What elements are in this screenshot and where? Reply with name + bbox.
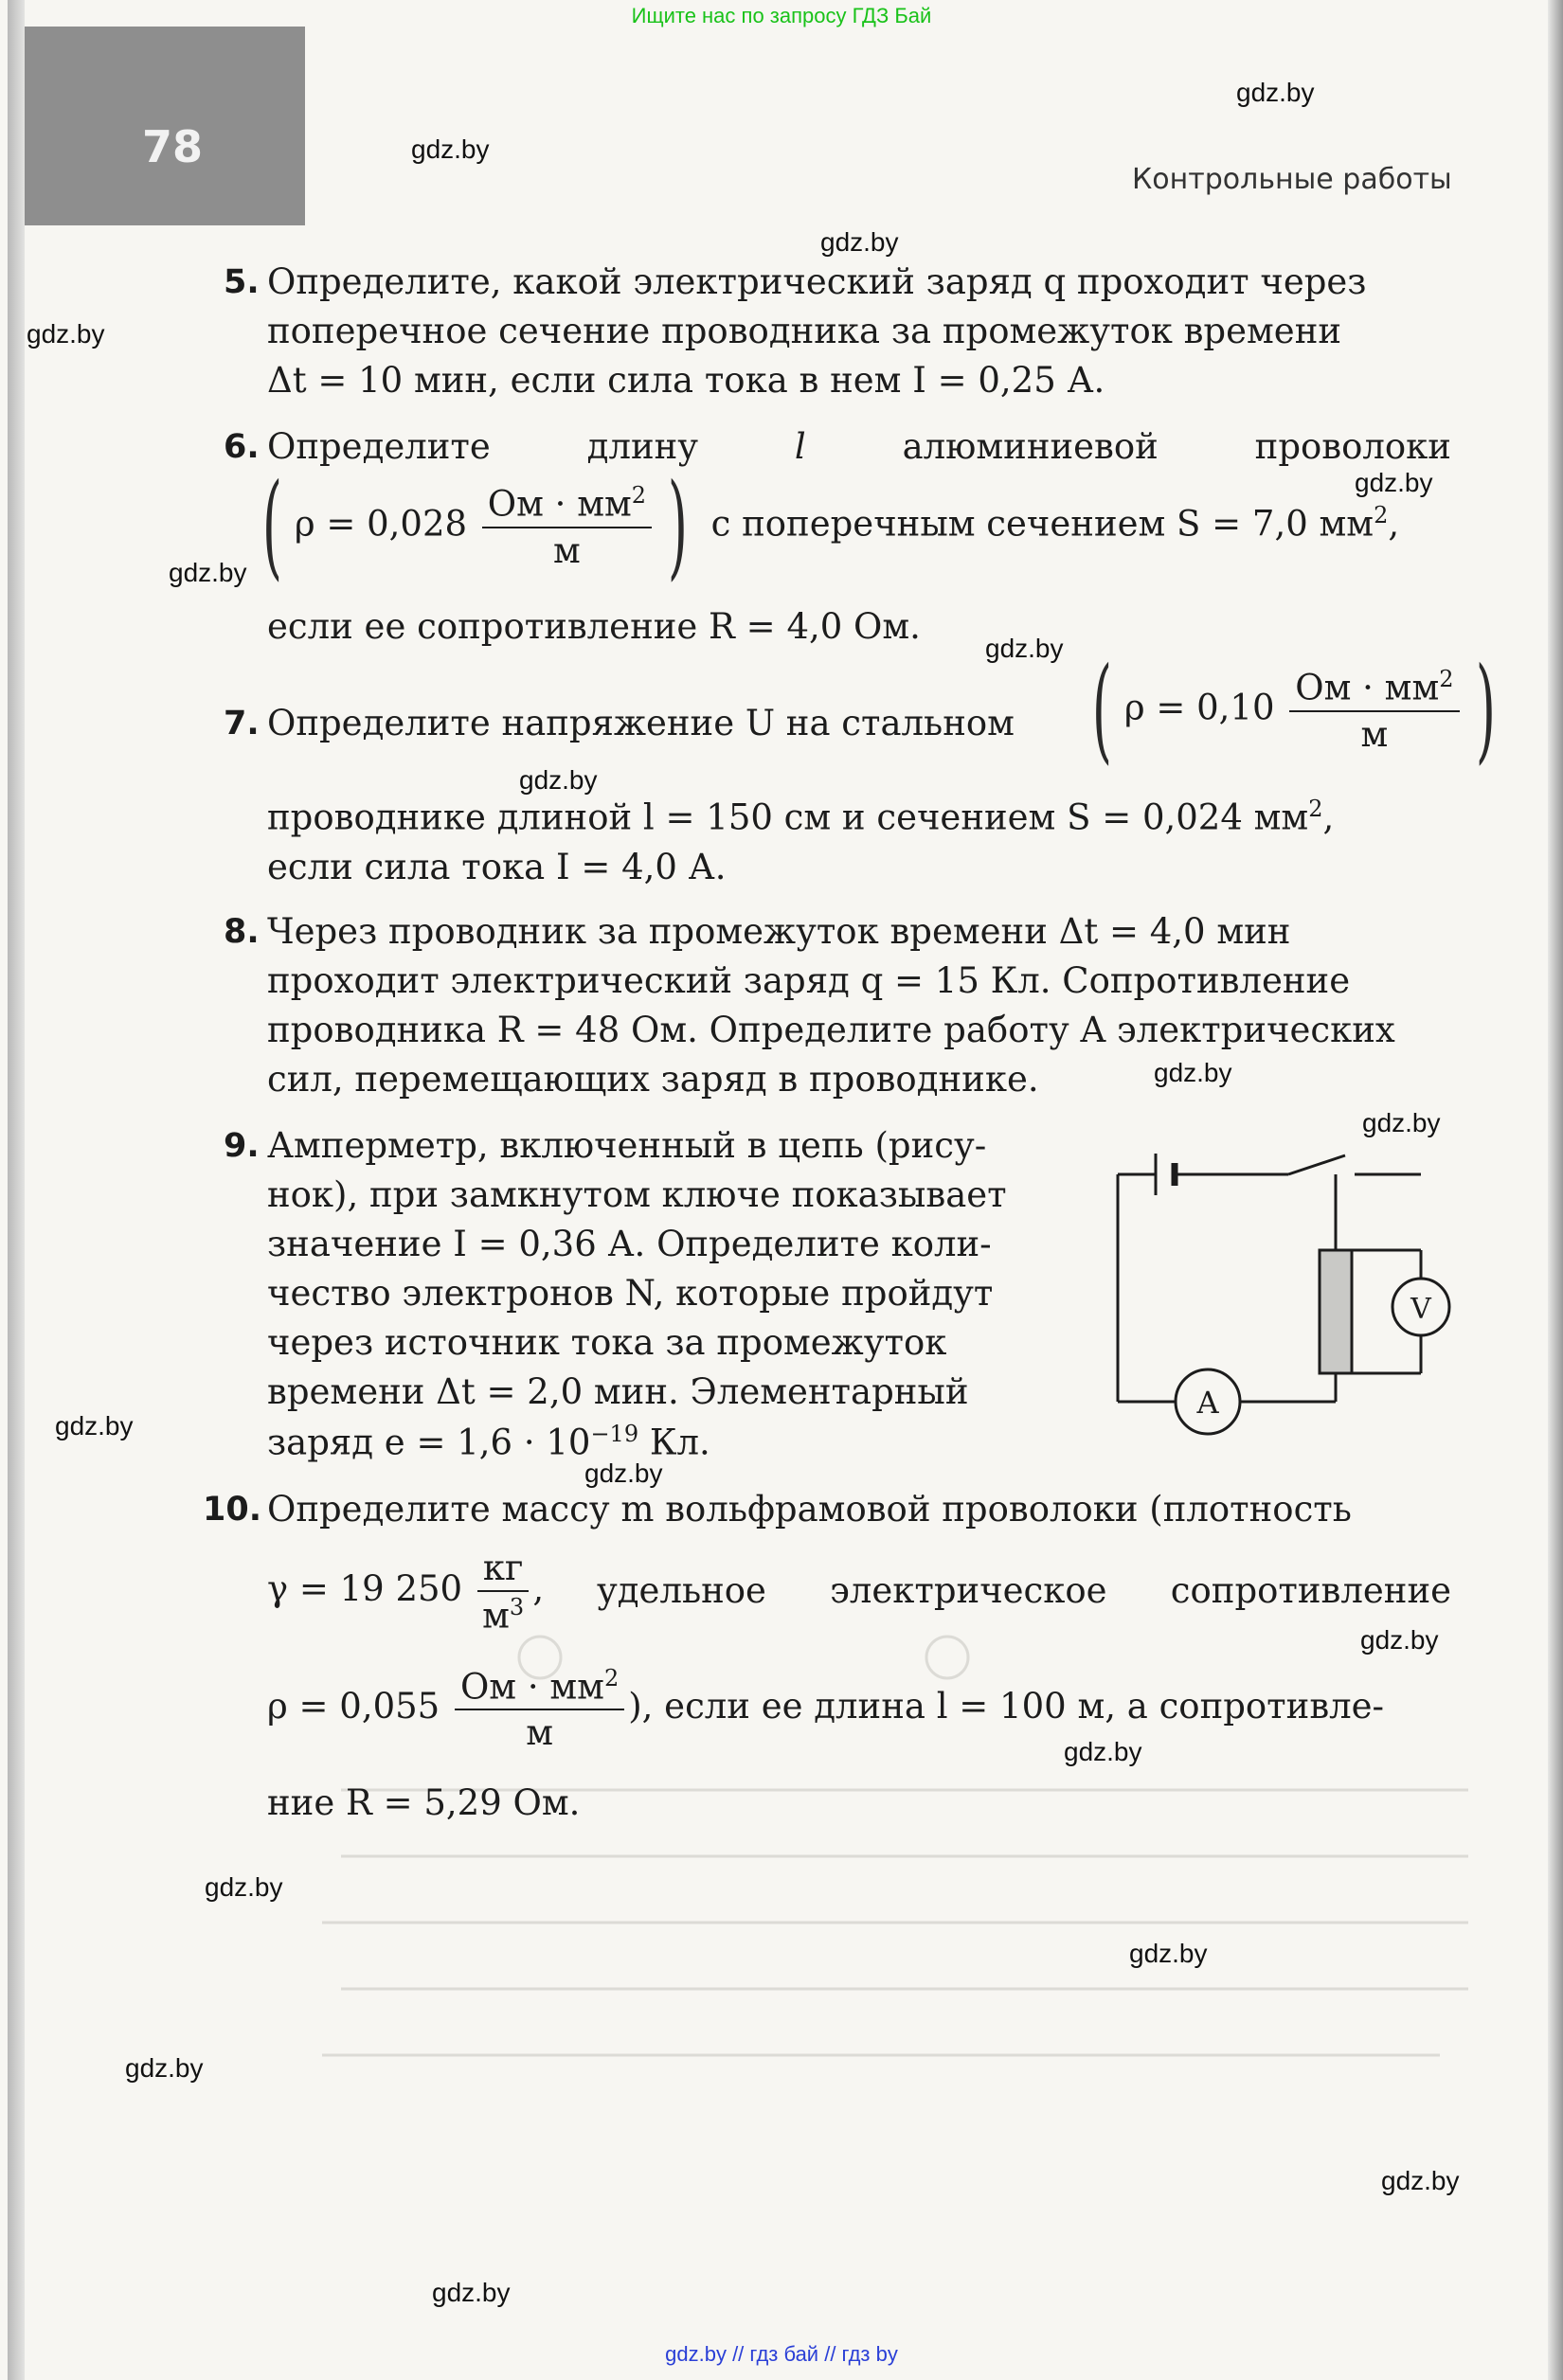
problem-number: 8. <box>224 913 260 951</box>
word: алюминиевой <box>902 426 1159 467</box>
word: l <box>794 426 806 467</box>
punctuation: , <box>1322 796 1335 838</box>
units-fraction <box>1289 666 1459 754</box>
problem-text-line: Через проводник за промежуток времени Δt = 4,0 мин <box>267 911 1291 952</box>
problem-text-line: Δt = 10 мин, если сила тока в нем I = 0,25 А. <box>267 360 1105 401</box>
problem-text: проводнике длиной l = 150 см и сечением S = 0,024 мм <box>267 796 1309 838</box>
units-text: Ом · мм <box>487 483 632 525</box>
superscript: 2 <box>1374 502 1389 529</box>
rho-value: ρ = 0,028 <box>294 503 468 545</box>
watermark: gdz.by <box>432 2278 511 2307</box>
problem-text: заряд e = 1,6 · 10 <box>267 1422 591 1463</box>
problem-text-line: проходит электрический заряд q = 15 Кл. Сопротивление <box>267 960 1351 1001</box>
problem-text-line: поперечное сечение проводника за промежуток времени <box>267 311 1342 351</box>
watermark: gdz.by <box>1362 1108 1441 1137</box>
superscript: 2 <box>1439 666 1454 693</box>
punctuation: , <box>1388 503 1400 545</box>
formula-line <box>267 1665 1384 1753</box>
watermark: gdz.by <box>1360 1625 1439 1655</box>
open-paren: ( <box>261 460 282 592</box>
problem-text-line: значение I = 0,36 А. Определите коли- <box>267 1224 992 1264</box>
fraction-denominator: м <box>526 1712 553 1754</box>
resistor-symbol <box>1320 1250 1352 1373</box>
problem-number: 7. <box>224 705 260 743</box>
close-paren: ) <box>667 460 688 592</box>
watermark: gdz.by <box>820 227 899 257</box>
problem-text-line <box>267 796 1334 837</box>
problem-text: с поперечным сечением S = 7,0 мм <box>710 503 1374 545</box>
problem-number: 9. <box>224 1127 260 1165</box>
section-title: Контрольные работы <box>1132 163 1452 196</box>
problem-text-line: Определите, какой электрический заряд q проходит через <box>267 261 1367 302</box>
battery-symbol <box>1156 1154 1175 1195</box>
page-number: 78 <box>142 121 204 172</box>
watermark: gdz.by <box>205 1872 283 1902</box>
superscript: 2 <box>603 1665 620 1691</box>
circuit-diagram <box>1099 1136 1478 1440</box>
watermark: gdz.by <box>1236 78 1315 107</box>
watermark: gdz.by <box>125 2053 204 2083</box>
problem-text-line <box>267 1421 710 1462</box>
page-left-edge <box>8 0 25 2380</box>
formula-line: γ = 19 250 $\frac{кг}{м^3}$ , <box>267 1548 545 1637</box>
page-right-edge <box>1548 0 1563 2380</box>
problem-text-line: Определите напряжение U на стальном <box>267 703 1015 743</box>
open-paren: ( <box>1091 644 1112 776</box>
units-fraction <box>482 482 652 570</box>
superscript: 2 <box>1308 796 1323 822</box>
word: удельное <box>597 1570 766 1611</box>
word: электрическое <box>830 1570 1107 1611</box>
problem-text-line: проводника R = 48 Ом. Определите работу A электрических <box>267 1010 1395 1050</box>
watermark: gdz.by <box>985 634 1064 663</box>
rho-value: ρ = 0,10 <box>1123 687 1275 728</box>
fraction-numerator <box>455 1665 624 1710</box>
problem-text-line: нок), при замкнутом ключе показывает <box>267 1174 1007 1215</box>
problem-number: 10. <box>203 1491 262 1529</box>
voltmeter-label: V <box>1410 1293 1431 1326</box>
fraction-numerator: кг <box>477 1548 530 1592</box>
watermark: gdz.by <box>55 1411 134 1441</box>
rho-value: ρ = 0,055 <box>267 1686 440 1727</box>
units-text: м <box>482 1595 510 1637</box>
units-fraction <box>455 1665 624 1753</box>
problem-text-line: ние R = 5,29 Ом. <box>267 1782 581 1823</box>
fraction-denominator <box>477 1592 530 1636</box>
circuit-wires <box>1118 1155 1421 1402</box>
problem-text: Кл. <box>638 1422 710 1463</box>
problem-text-line: Амперметр, включенный в цепь (рису- <box>267 1125 987 1166</box>
problem-text-line: Определите массу m вольфрамовой проволоки (плотность <box>267 1489 1352 1530</box>
close-paren: ) <box>1475 644 1496 776</box>
fraction-denominator: м <box>553 529 581 571</box>
problem-text-line: сил, перемещающих заряд в проводнике. <box>267 1059 1039 1100</box>
units-text: Ом · мм <box>1295 667 1440 708</box>
density-fraction <box>477 1548 530 1636</box>
superscript: −19 <box>590 1421 639 1447</box>
word: сопротивление <box>1170 1570 1451 1611</box>
watermark: gdz.by <box>169 558 247 587</box>
problem-text-line <box>267 426 1451 467</box>
superscript: 3 <box>509 1594 525 1620</box>
watermark: gdz.by <box>519 765 598 795</box>
problem-number: 6. <box>224 428 260 466</box>
fraction-denominator: м <box>1360 713 1389 755</box>
watermark: gdz.by <box>1129 1939 1208 1968</box>
word: проволоки <box>1254 426 1451 467</box>
problem-text-line: если ее сопротивление R = 4,0 Ом. <box>267 606 921 647</box>
problem-text-line <box>597 1570 1451 1611</box>
density-value: γ = 19 250 <box>267 1568 463 1610</box>
watermark: gdz.by <box>584 1458 663 1488</box>
superscript: 2 <box>631 482 647 510</box>
bottom-banner-link[interactable]: gdz.by // гдз бай // гдз by <box>665 2342 898 2366</box>
word: Определите <box>267 426 491 467</box>
ammeter-label: A <box>1196 1385 1219 1421</box>
top-banner-link[interactable]: Ищите нас по запросу ГДЗ Бай <box>631 4 932 27</box>
watermark: gdz.by <box>1064 1737 1142 1766</box>
watermark: gdz.by <box>27 319 105 349</box>
problem-text-line: если сила тока I = 4,0 А. <box>267 847 727 887</box>
watermark: gdz.by <box>411 134 490 164</box>
problem-number: 5. <box>224 263 260 301</box>
problem-text-line: чество электронов N, которые пройдут <box>267 1273 994 1314</box>
word: длину <box>586 426 699 467</box>
watermark: gdz.by <box>1355 468 1433 497</box>
problem-text-line: времени Δt = 2,0 мин. Элементарный <box>267 1371 969 1412</box>
watermark: gdz.by <box>1381 2166 1460 2195</box>
fraction-numerator <box>1289 666 1459 711</box>
problem-text-line: через источник тока за промежуток <box>267 1322 947 1363</box>
problem-text: ), если ее длина l = 100 м, а сопротивле- <box>628 1686 1385 1727</box>
fraction-numerator <box>482 482 652 528</box>
formula-line <box>1080 644 1507 776</box>
watermark: gdz.by <box>1154 1058 1232 1087</box>
units-text: Ом · мм <box>459 1666 604 1708</box>
